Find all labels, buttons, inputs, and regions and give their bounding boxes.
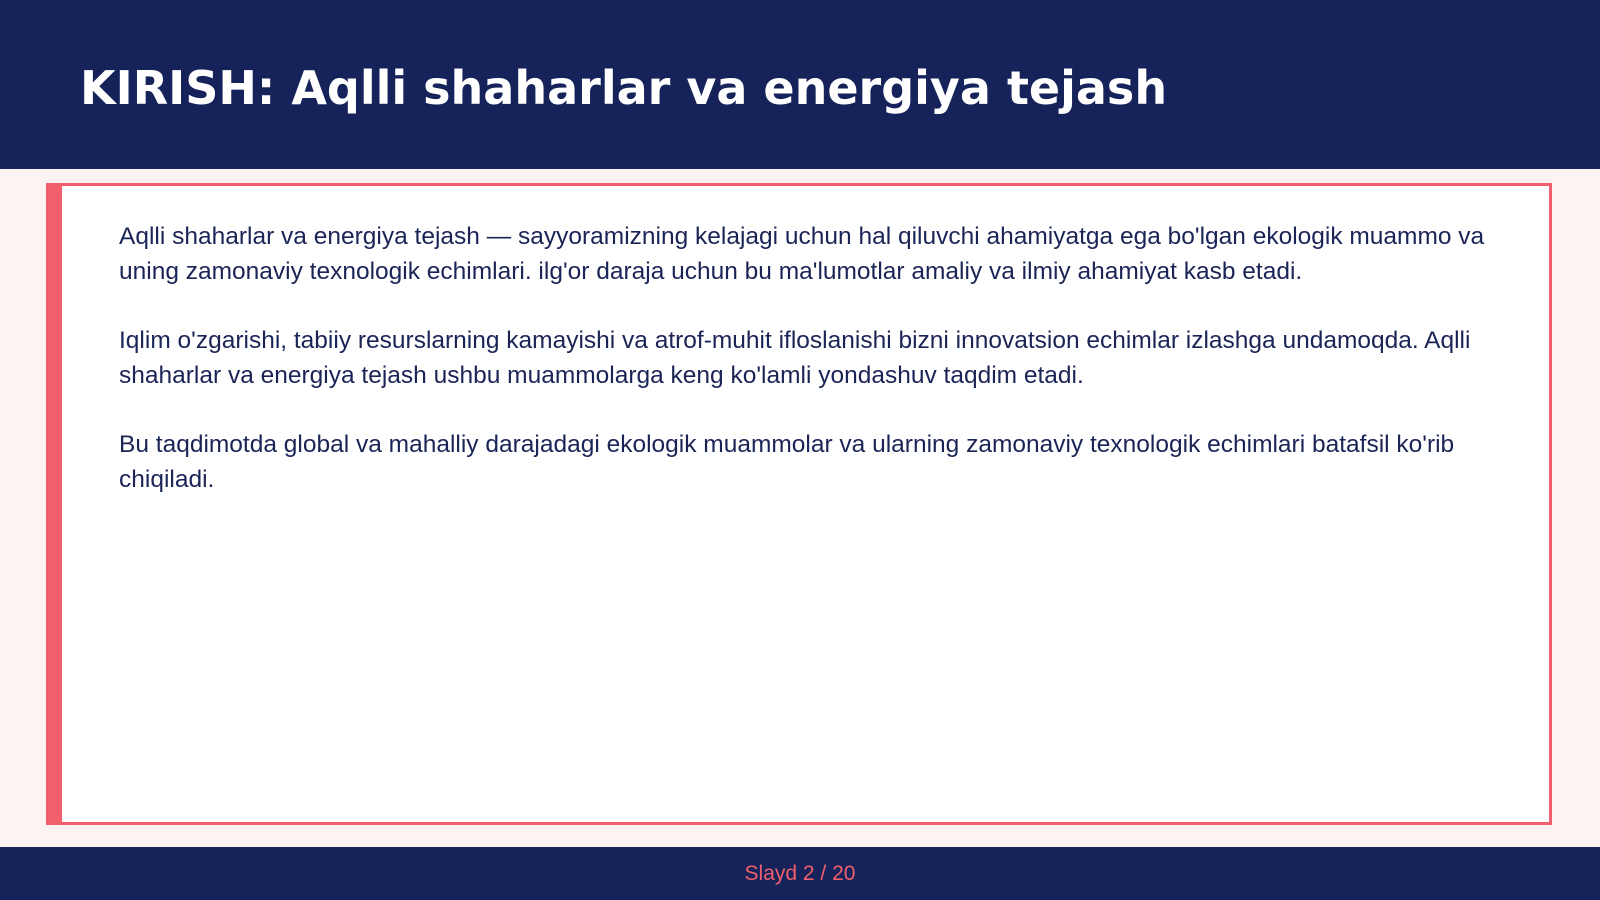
content-body bbox=[119, 219, 1539, 531]
paragraph-3: Bu taqdimotda global va mahalliy darajadagi ekologik muammolar va ularning zamonaviy texnologik echimlari batafsil ko'rib chiqiladi. bbox=[119, 431, 1455, 493]
paragraph-1: Aqlli shaharlar va energiya tejash — sayyoramizning kelajagi uchun hal qiluvchi ahamiyatga ega bo'lgan ekologik muammo va uning zamonaviy texnologik echimlari. ilg'or daraja uchun bu ma'lumotlar amaliy va ilmiy ahamiyat kasb etadi. bbox=[119, 223, 1485, 285]
content-panel bbox=[46, 183, 1552, 825]
slide-footer bbox=[0, 847, 1600, 900]
slide-header bbox=[0, 0, 1600, 169]
paragraph-2: Iqlim o'zgarishi, tabiiy resurslarning kamayishi va atrof-muhit ifloslanishi bizni innovatsion echimlar izlashga undamoqda. Aqlli shaharlar va energiya tejash ushbu muammolarga keng ko'lamli yondashuv taqdim etadi. bbox=[119, 327, 1471, 389]
slide-title: KIRISH: Aqlli shaharlar va energiya tejash bbox=[80, 61, 1168, 115]
slide-counter: Slayd 2 / 20 bbox=[744, 862, 856, 885]
